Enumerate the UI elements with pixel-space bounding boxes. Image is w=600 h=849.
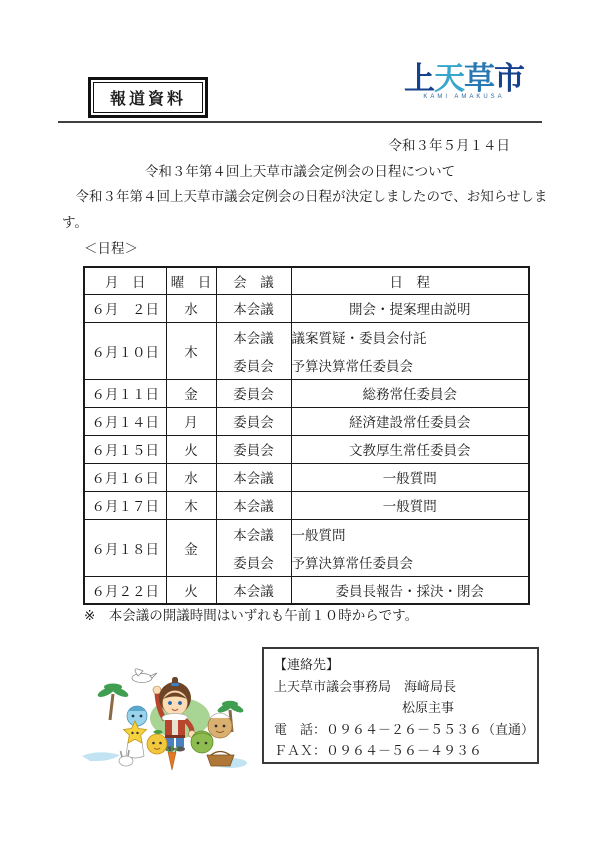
fax-label: ＦＡＸ： [274, 743, 327, 758]
cell-date: ６月１１日 [84, 379, 166, 407]
star-mascot [124, 721, 147, 758]
table-row [84, 519, 529, 576]
cell-meeting: 委員会 [216, 407, 291, 435]
fax-number: ０９６４－５６－４９３６ [326, 743, 483, 758]
dove-icon [132, 669, 157, 683]
city-logo-text [398, 62, 530, 96]
cell-day: 水 [166, 463, 216, 491]
water-shape [82, 752, 120, 761]
table-row [84, 491, 529, 519]
col-header-agenda: 日 程 [291, 267, 529, 294]
header-divider [58, 121, 542, 123]
cell-day: 月 [166, 407, 216, 435]
city-logo-romaji: KAMI AMAKUSA [423, 94, 505, 100]
cell-agenda: 総務常任委員会 [291, 379, 529, 407]
cell-meeting: 本会議 [216, 294, 291, 322]
cell-agenda: 委員長報告・採決・閉会 [291, 576, 529, 604]
contact-phone-line [274, 719, 535, 741]
phone-label: 電 話： [274, 721, 327, 737]
contact-heading: 【連絡先】 [274, 657, 340, 672]
fish-mascot [127, 706, 147, 726]
contact-staff-line: 松原主事 [402, 700, 455, 715]
logo-char: 草 [464, 61, 494, 96]
cell-date: ６月１７日 [84, 491, 166, 519]
cell-agenda: 一般質問 [291, 463, 529, 491]
col-header-day: 曜 日 [166, 267, 216, 294]
cell-day: 木 [166, 322, 216, 379]
logo-char: 市 [494, 61, 524, 96]
cell-agenda: 一般質問 予算決算常任委員会 [291, 519, 529, 576]
table-row [84, 407, 529, 435]
contact-fax-line [274, 740, 527, 762]
cell-agenda: 経済建設常任委員会 [291, 407, 529, 435]
contact-box [262, 647, 539, 764]
table-row [84, 322, 529, 379]
col-header-meeting: 会 議 [216, 267, 291, 294]
mascot-illustration [80, 660, 250, 788]
cell-date: ６月２２日 [84, 576, 166, 604]
table-row [84, 294, 529, 322]
cell-meeting: 本会議 [216, 491, 291, 519]
cell-meeting: 本会議 [216, 463, 291, 491]
basket-icon [207, 752, 234, 767]
cell-day: 火 [166, 435, 216, 463]
cell-date: ６月 ２日 [84, 294, 166, 322]
cell-agenda: 議案質疑・委員会付託 予算決算常任委員会 [291, 322, 529, 379]
table-row [84, 435, 529, 463]
table-row [84, 379, 529, 407]
logo-char: 上 [404, 61, 434, 96]
cell-day: 木 [166, 491, 216, 519]
kappa-mascot [208, 713, 232, 738]
cell-day: 火 [166, 576, 216, 604]
cell-meeting: 本会議 委員会 [216, 519, 291, 576]
document-date: 令和３年５月１４日 [388, 138, 510, 153]
press-material-stamp [88, 77, 208, 118]
table-row [84, 576, 529, 604]
carrot-icon [167, 746, 178, 770]
cell-day: 水 [166, 294, 216, 322]
document-paragraph: 令和３年第４回上天草市議会定例会の日程が決定しましたので、お知らせします。 [62, 189, 548, 230]
veggie-mascot [191, 731, 213, 753]
table-header-row [84, 267, 529, 294]
table-row [84, 463, 529, 491]
cell-meeting: 委員会 [216, 435, 291, 463]
cell-date: ６月１４日 [84, 407, 166, 435]
cell-agenda: 文教厚生常任委員会 [291, 435, 529, 463]
press-material-label: 報道資料 [93, 82, 203, 113]
cell-date: ６月１０日 [84, 322, 166, 379]
cell-day: 金 [166, 379, 216, 407]
cell-agenda: 一般質問 [291, 491, 529, 519]
schedule-table [83, 266, 530, 605]
cell-date: ６月１５日 [84, 435, 166, 463]
schedule-footnote: ※ 本会議の開議時間はいずれも午前１０時からです。 [84, 608, 419, 623]
cell-agenda: 開会・提案理由説明 [291, 294, 529, 322]
logo-char: 天 [434, 61, 464, 96]
cell-day: 金 [166, 519, 216, 576]
cell-meeting: 本会議 [216, 576, 291, 604]
city-logo [398, 62, 530, 100]
contact-office-line: 上天草市議会事務局 海﨑局長 [274, 678, 457, 694]
cell-date: ６月１６日 [84, 463, 166, 491]
phone-number: ０９６４－２６－５５３６（直通） [326, 721, 535, 737]
col-header-date: 月 日 [84, 267, 166, 294]
document-title: 令和３年第４回上天草市議会定例会の日程について [144, 164, 456, 179]
schedule-label: ＜日程＞ [84, 241, 138, 256]
cell-date: ６月１８日 [84, 519, 166, 576]
cell-meeting: 本会議 委員会 [216, 322, 291, 379]
palm-tree-icon [96, 684, 129, 721]
cell-meeting: 委員会 [216, 379, 291, 407]
